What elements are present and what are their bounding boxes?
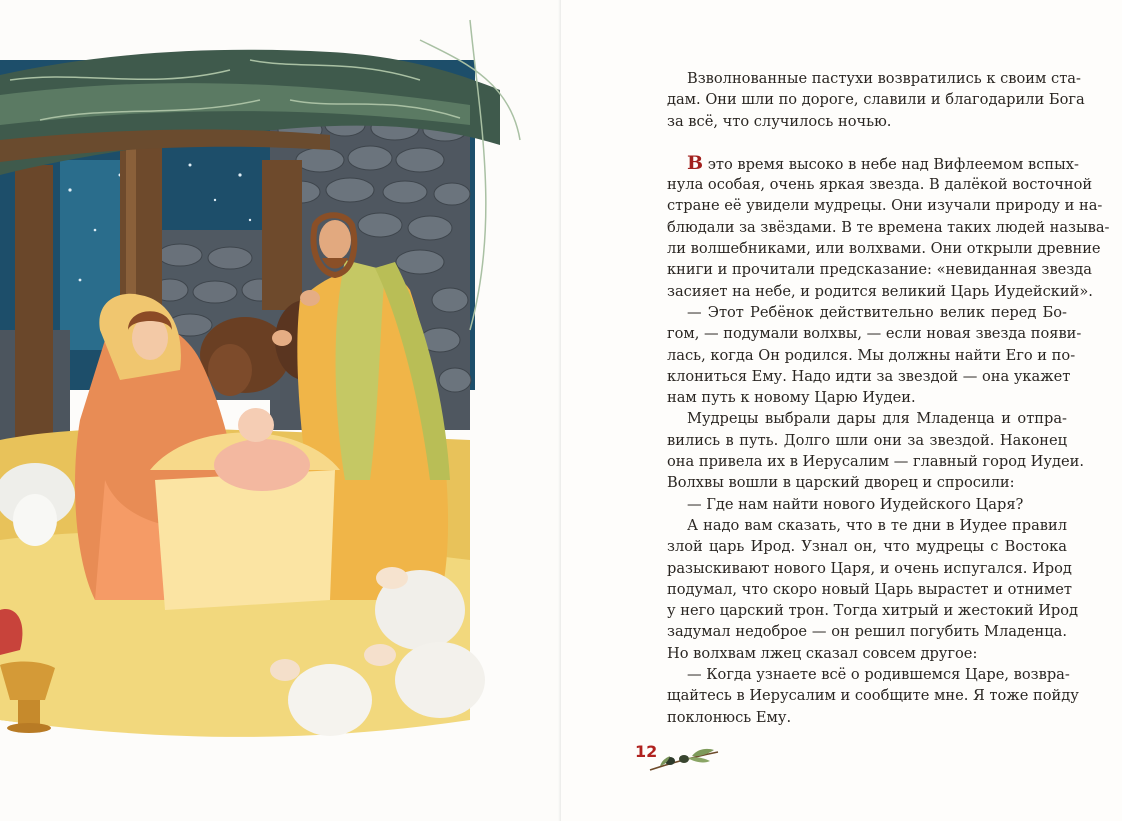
text-line: засияет на небе, и родится великий Царь Иудейский». (667, 282, 1093, 300)
text-line: поклонюсь Ему. (667, 708, 792, 726)
text-line: у него царский трон. Тогда хитрый и жестокий Ирод (667, 602, 1079, 620)
text-line: нула особая, очень яркая звезда. В далёкой восточной (667, 176, 1093, 194)
text-line: задумал недоброе — он решил погубить Младенца. (667, 623, 1067, 641)
text-line: дам. Они шли по дороге, славили и благодарили Бога (667, 91, 1085, 109)
text-line: Волхвы вошли в царский дворец и спросили: (667, 474, 1015, 492)
olive-branch-icon (648, 744, 720, 774)
text-line: — Когда узнаете всё о родившемся Царе, возвра- (687, 666, 1070, 684)
story-text (667, 68, 1110, 728)
text-line: ли волшебниками, или волхвами. Они открыли древние (667, 240, 1101, 258)
text-line: нам путь к новому Царю Иудеи. (667, 389, 916, 407)
text-line: блюдали за звёздами. В те времена таких людей называ- (667, 218, 1110, 236)
text-line: гом, — подумали волхвы, — если новая звезда появи- (667, 325, 1082, 343)
text-line-rest: это время высоко в небе над Вифлеемом вспых- (703, 155, 1079, 173)
text-line: разыскивают нового Царя, и очень испугался. Ирод (667, 559, 1072, 577)
text-line: клониться Ему. Надо идти за звездой — она укажет (667, 367, 1071, 385)
text-line: подумал, что скоро новый Царь вырастет и отнимет (667, 580, 1072, 598)
text-line: она привела их в Иерусалим — главный город Иудеи. (667, 453, 1084, 471)
page-number: 12 (635, 742, 658, 761)
text-line: лась, когда Он родился. Мы должны найти Его и по- (667, 346, 1076, 364)
text-line: Взволнованные пастухи возвратились к своим ста- (687, 70, 1081, 87)
text-line: щайтесь в Иерусалим и сообщите мне. Я тоже пойду (667, 687, 1079, 705)
drop-cap: В (687, 151, 704, 174)
text-line: за всё, что случилось ночью. (667, 112, 892, 130)
text-line: Мудрецы выбрали дары для Младенца и отпра- (687, 410, 1067, 428)
text-line: вились в путь. Долго шли они за звездой. Наконец (667, 431, 1067, 449)
text-line: Но волхвам лжец сказал совсем другое: (667, 644, 978, 662)
text-line: — Где нам найти нового Иудейского Царя? (687, 495, 1024, 513)
text-line: книги и прочитали предсказание: «невиданная звезда (667, 261, 1092, 279)
text-line: стране её увидели мудрецы. Они изучали природу и на- (667, 197, 1103, 215)
text-line: — Этот Ребёнок действительно велик перед Бо- (687, 303, 1067, 321)
text-line: А надо вам сказать, что в те дни в Иудее правил (687, 516, 1067, 534)
text-line (667, 151, 1079, 174)
text-line: злой царь Ирод. Узнал он, что мудрецы с Востока (667, 538, 1067, 556)
